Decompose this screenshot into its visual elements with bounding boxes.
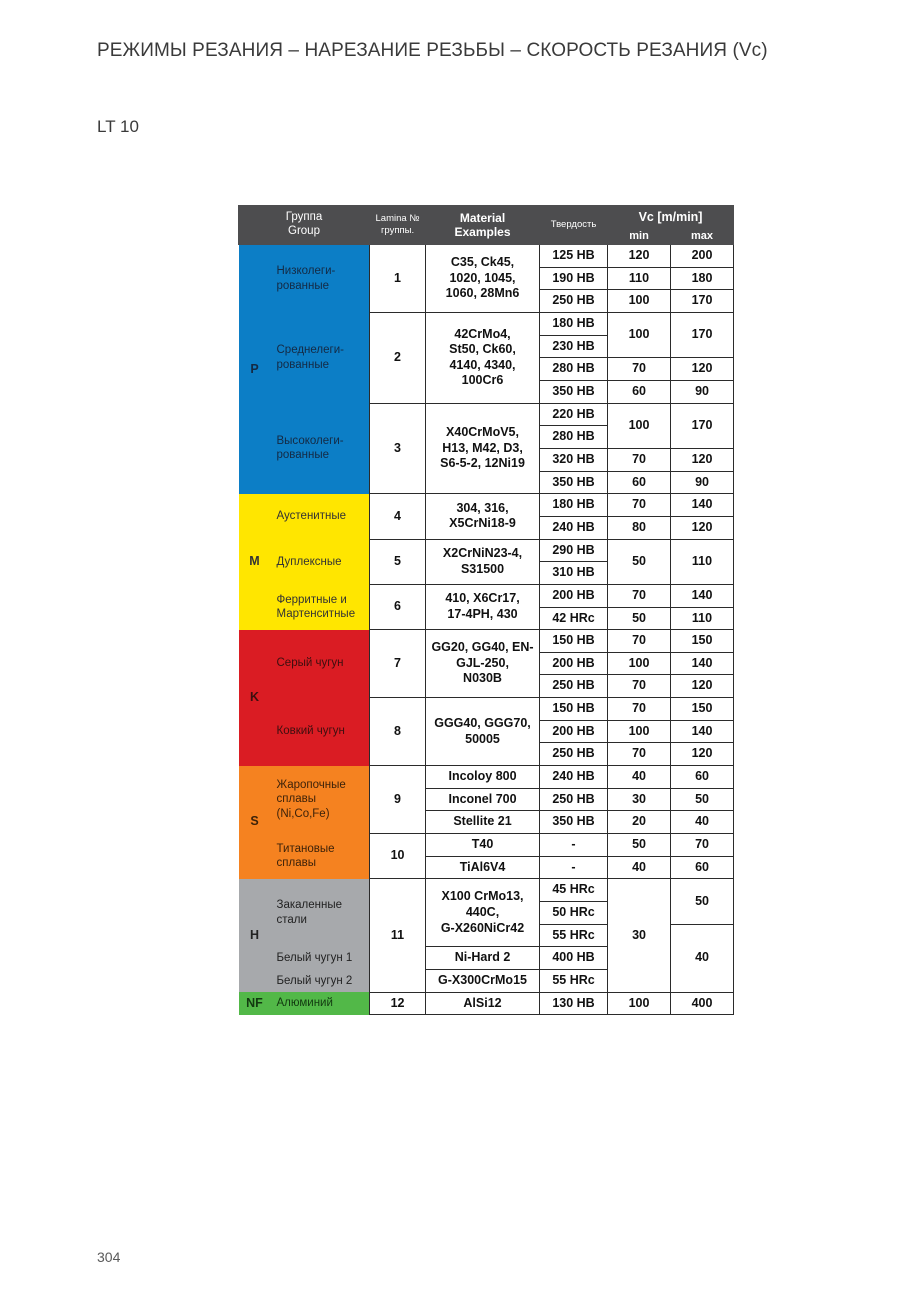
vc-min-cell: 50 <box>608 539 671 584</box>
vc-min-cell: 70 <box>608 698 671 721</box>
hardness-cell: 240 HB <box>540 516 608 539</box>
header-hardness: Твердость <box>540 206 608 245</box>
vc-min-cell: 110 <box>608 267 671 290</box>
hardness-cell: 310 HB <box>540 562 608 585</box>
hardness-cell: 125 HB <box>540 245 608 268</box>
material-example: T40 <box>426 834 540 857</box>
header-vc: Vc [m/min] <box>608 206 734 231</box>
vc-max-cell: 140 <box>671 494 734 517</box>
vc-max-cell: 170 <box>671 312 734 357</box>
vc-max-cell: 40 <box>671 811 734 834</box>
material-examples-5: X2CrNiN23-4, S31500 <box>426 539 540 584</box>
lamina-group-2: 2 <box>370 312 426 403</box>
vc-max-cell: 150 <box>671 630 734 653</box>
vc-max-cell: 120 <box>671 743 734 766</box>
hardness-cell: 200 HB <box>540 584 608 607</box>
lamina-group-5: 5 <box>370 539 426 584</box>
vc-min-cell: 120 <box>608 245 671 268</box>
subgroup-grey-cast-iron: Серый чугун <box>271 630 370 698</box>
vc-min-cell: 70 <box>608 584 671 607</box>
group-letter-k: K <box>239 630 271 766</box>
subgroup-austenitic: Аустенитные <box>271 494 370 539</box>
vc-max-cell: 50 <box>671 788 734 811</box>
subgroup-high-alloy: Высоколеги- рованные <box>271 403 370 494</box>
subgroup-white-cast-iron-1: Белый чугун 1 <box>271 947 370 970</box>
material-example: Inconel 700 <box>426 788 540 811</box>
vc-max-cell: 110 <box>671 607 734 630</box>
vc-min-cell: 60 <box>608 471 671 494</box>
vc-min-cell: 70 <box>608 448 671 471</box>
vc-min-cell: 60 <box>608 380 671 403</box>
page-title: РЕЖИМЫ РЕЗАНИЯ – НАРЕЗАНИЕ РЕЗЬБЫ – СКОРОСТЬ РЕЗАНИЯ (Vc) <box>97 40 768 61</box>
vc-min-cell: 80 <box>608 516 671 539</box>
group-letter-m: M <box>239 494 271 630</box>
vc-max-cell: 120 <box>671 358 734 381</box>
hardness-cell: 350 HB <box>540 471 608 494</box>
header-lamina: Lamina № группы. <box>370 206 426 245</box>
vc-min-cell: 40 <box>608 766 671 789</box>
hardness-cell: 240 HB <box>540 766 608 789</box>
vc-max-cell: 120 <box>671 448 734 471</box>
hardness-cell: 250 HB <box>540 290 608 313</box>
hardness-cell: 350 HB <box>540 811 608 834</box>
hardness-cell: 150 HB <box>540 630 608 653</box>
vc-max-cell: 170 <box>671 290 734 313</box>
subgroup-low-alloy: Низколеги- рованные <box>271 245 370 313</box>
material-example: TiAl6V4 <box>426 856 540 879</box>
cutting-speed-table <box>238 205 734 1015</box>
hardness-cell: 180 HB <box>540 312 608 335</box>
hardness-cell: 230 HB <box>540 335 608 358</box>
header-material: Material Examples <box>426 206 540 245</box>
page-number: 304 <box>97 1249 121 1265</box>
hardness-cell: 55 HRc <box>540 924 608 947</box>
vc-max-cell: 140 <box>671 584 734 607</box>
material-examples-11: X100 CrMo13, 440C, G-X260NiCr42 <box>426 879 540 947</box>
material-examples-7: GG20, GG40, EN- GJL-250, N030B <box>426 630 540 698</box>
hardness-cell: 190 HB <box>540 267 608 290</box>
vc-max-cell: 140 <box>671 720 734 743</box>
subgroup-duplex: Дуплексные <box>271 539 370 584</box>
vc-max-cell: 180 <box>671 267 734 290</box>
hardness-cell: 290 HB <box>540 539 608 562</box>
vc-min-cell: 70 <box>608 494 671 517</box>
group-letter-p: P <box>239 245 271 494</box>
header-vc-max: max <box>671 230 734 245</box>
subgroup-titanium-alloys: Титановые сплавы <box>271 834 370 879</box>
vc-min-cell: 100 <box>608 652 671 675</box>
material-examples-6: 410, X6Cr17, 17-4PH, 430 <box>426 584 540 629</box>
group-letter-h: H <box>239 879 271 992</box>
header-vc-min: min <box>608 230 671 245</box>
material-example: AlSi12 <box>426 992 540 1015</box>
hardness-cell: 200 HB <box>540 652 608 675</box>
group-letter-s: S <box>239 766 271 879</box>
material-example: Incoloy 800 <box>426 766 540 789</box>
vc-max-cell: 40 <box>671 924 734 992</box>
hardness-cell: 130 HB <box>540 992 608 1015</box>
subgroup-ferritic-martensitic: Ферритные и Мартенситные <box>271 584 370 629</box>
lamina-group-6: 6 <box>370 584 426 629</box>
lamina-group-11: 11 <box>370 879 426 992</box>
vc-max-cell: 110 <box>671 539 734 584</box>
subgroup-aluminium: Алюминий <box>271 992 370 1015</box>
vc-min-cell: 40 <box>608 856 671 879</box>
hardness-cell: - <box>540 834 608 857</box>
hardness-cell: 320 HB <box>540 448 608 471</box>
hardness-cell: 150 HB <box>540 698 608 721</box>
vc-min-cell: 50 <box>608 607 671 630</box>
lamina-group-10: 10 <box>370 834 426 879</box>
hardness-cell: 250 HB <box>540 675 608 698</box>
material-examples-3: X40CrMoV5, H13, M42, D3, S6-5-2, 12Ni19 <box>426 403 540 494</box>
lamina-group-4: 4 <box>370 494 426 539</box>
vc-min-cell: 100 <box>608 720 671 743</box>
vc-max-cell: 60 <box>671 766 734 789</box>
lamina-group-8: 8 <box>370 698 426 766</box>
hardness-cell: 220 HB <box>540 403 608 426</box>
subgroup-medium-alloy: Среднелеги- рованные <box>271 312 370 403</box>
vc-min-cell: 100 <box>608 403 671 448</box>
vc-min-cell: 30 <box>608 788 671 811</box>
subgroup-heat-resistant-alloys: Жаропочные сплавы (Ni,Co,Fe) <box>271 766 370 834</box>
hardness-cell: 50 HRc <box>540 902 608 925</box>
hardness-cell: 250 HB <box>540 788 608 811</box>
vc-max-cell: 200 <box>671 245 734 268</box>
vc-min-cell: 20 <box>608 811 671 834</box>
material-examples-8: GGG40, GGG70, 50005 <box>426 698 540 766</box>
header-group: Группа Group <box>239 206 370 245</box>
vc-max-cell: 150 <box>671 698 734 721</box>
vc-max-cell: 120 <box>671 675 734 698</box>
group-letter-nf: NF <box>239 992 271 1015</box>
material-example: Ni-Hard 2 <box>426 947 540 970</box>
vc-max-cell: 90 <box>671 380 734 403</box>
section-code: LT 10 <box>97 117 139 136</box>
hardness-cell: 180 HB <box>540 494 608 517</box>
vc-min-cell: 70 <box>608 675 671 698</box>
hardness-cell: 350 HB <box>540 380 608 403</box>
vc-min-cell: 100 <box>608 290 671 313</box>
material-examples-4: 304, 316, X5CrNi18-9 <box>426 494 540 539</box>
vc-min-cell: 100 <box>608 992 671 1015</box>
lamina-group-7: 7 <box>370 630 426 698</box>
vc-max-cell: 170 <box>671 403 734 448</box>
material-examples-2: 42CrMo4, St50, Ck60, 4140, 4340, 100Cr6 <box>426 312 540 403</box>
hardness-cell: 55 HRc <box>540 970 608 993</box>
hardness-cell: 42 HRc <box>540 607 608 630</box>
material-example: G-X300CrMo15 <box>426 970 540 993</box>
vc-min-cell: 50 <box>608 834 671 857</box>
hardness-cell: 200 HB <box>540 720 608 743</box>
hardness-cell: 280 HB <box>540 426 608 449</box>
vc-min-cell: 70 <box>608 630 671 653</box>
vc-max-cell: 70 <box>671 834 734 857</box>
vc-max-cell: 60 <box>671 856 734 879</box>
vc-max-cell: 50 <box>671 879 734 924</box>
hardness-cell: 280 HB <box>540 358 608 381</box>
vc-max-cell: 90 <box>671 471 734 494</box>
material-example: Stellite 21 <box>426 811 540 834</box>
subgroup-malleable-cast-iron: Ковкий чугун <box>271 698 370 766</box>
vc-min-cell: 100 <box>608 312 671 357</box>
vc-max-cell: 120 <box>671 516 734 539</box>
subgroup-white-cast-iron-2: Белый чугун 2 <box>271 970 370 993</box>
hardness-cell: 400 HB <box>540 947 608 970</box>
lamina-group-3: 3 <box>370 403 426 494</box>
vc-min-cell: 70 <box>608 743 671 766</box>
vc-max-cell: 140 <box>671 652 734 675</box>
vc-max-cell: 400 <box>671 992 734 1015</box>
hardness-cell: 45 HRc <box>540 879 608 902</box>
hardness-cell: 250 HB <box>540 743 608 766</box>
lamina-group-9: 9 <box>370 766 426 834</box>
material-examples-1: C35, Ck45, 1020, 1045, 1060, 28Mn6 <box>426 245 540 313</box>
hardness-cell: - <box>540 856 608 879</box>
vc-min-cell: 30 <box>608 879 671 992</box>
lamina-group-12: 12 <box>370 992 426 1015</box>
lamina-group-1: 1 <box>370 245 426 313</box>
vc-min-cell: 70 <box>608 358 671 381</box>
subgroup-hardened-steels: Закаленные стали <box>271 879 370 947</box>
